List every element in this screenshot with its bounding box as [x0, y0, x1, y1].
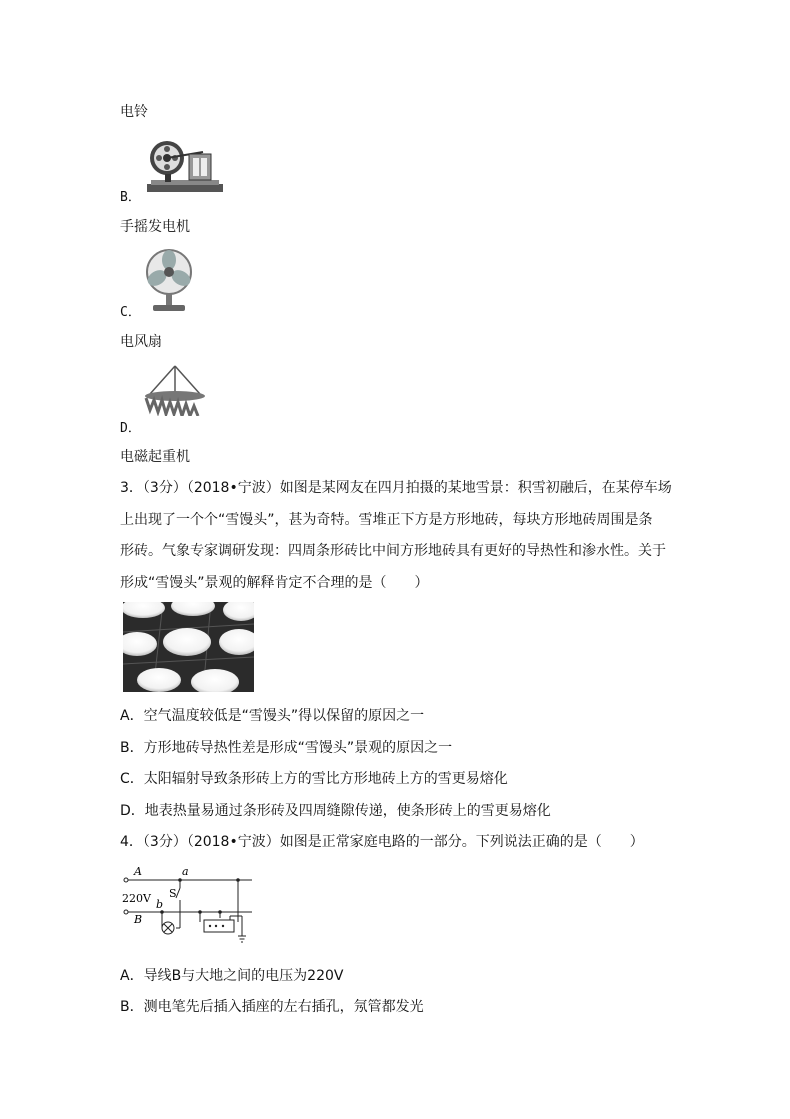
voltage-label: 220V — [122, 892, 151, 905]
q3-stem-line-4: 形成“雪馒头”景观的解释肯定不合理的是（ ） — [120, 575, 429, 591]
wire-b-label: B — [134, 913, 143, 926]
q4-option-b: B．测电笔先后插入插座的左右插孔，氖管都发光 — [120, 999, 424, 1015]
option-a-caption: 电铃 — [120, 104, 148, 120]
snow-bun-photo — [123, 602, 254, 692]
q4-option-a: A．导线B与大地之间的电压为220V — [120, 968, 344, 984]
q3-option-a: A．空气温度较低是“雪馒头”得以保留的原因之一 — [120, 708, 425, 724]
point-b-label: b — [156, 898, 164, 911]
point-a-label: a — [182, 865, 189, 878]
electromagnetic-crane-image — [140, 364, 210, 416]
household-circuit-diagram — [120, 862, 260, 948]
option-c-caption: 电风扇 — [120, 334, 162, 350]
hand-generator-image — [145, 136, 225, 196]
option-d-caption: 电磁起重机 — [120, 449, 190, 465]
option-c-letter: C． — [120, 305, 141, 320]
option-d-letter: D． — [120, 421, 141, 436]
q3-option-c: C．太阳辐射导致条形砖上方的雪比方形地砖上方的雪更易熔化 — [120, 771, 508, 787]
wire-a-label: A — [134, 865, 142, 878]
option-b-letter: B． — [120, 190, 141, 205]
switch-label: S — [169, 887, 177, 900]
electric-fan-image — [143, 248, 195, 314]
q3-stem-line-2: 上出现了一个个“雪馒头”，甚为奇特。雪堆正下方是方形地砖，每块方形地砖周围是条 — [120, 512, 653, 528]
q3-option-d: D．地表热量易通过条形砖及四周缝隙传递，使条形砖上的雪更易熔化 — [120, 803, 551, 819]
q3-stem-line-1: 3．（3分）（2018•宁波）如图是某网友在四月拍摄的某地雪景：积雪初融后，在某停车场 — [120, 480, 672, 496]
option-b-caption: 手摇发电机 — [120, 219, 190, 235]
q4-stem: 4．（3分）（2018•宁波）如图是正常家庭电路的一部分。下列说法正确的是（ ） — [120, 834, 644, 850]
q3-stem-line-3: 形砖。气象专家调研发现：四周条形砖比中间方形地砖具有更好的导热性和渗水性。关于 — [120, 543, 666, 559]
q3-option-b: B．方形地砖导热性差是形成“雪馒头”景观的原因之一 — [120, 740, 453, 756]
